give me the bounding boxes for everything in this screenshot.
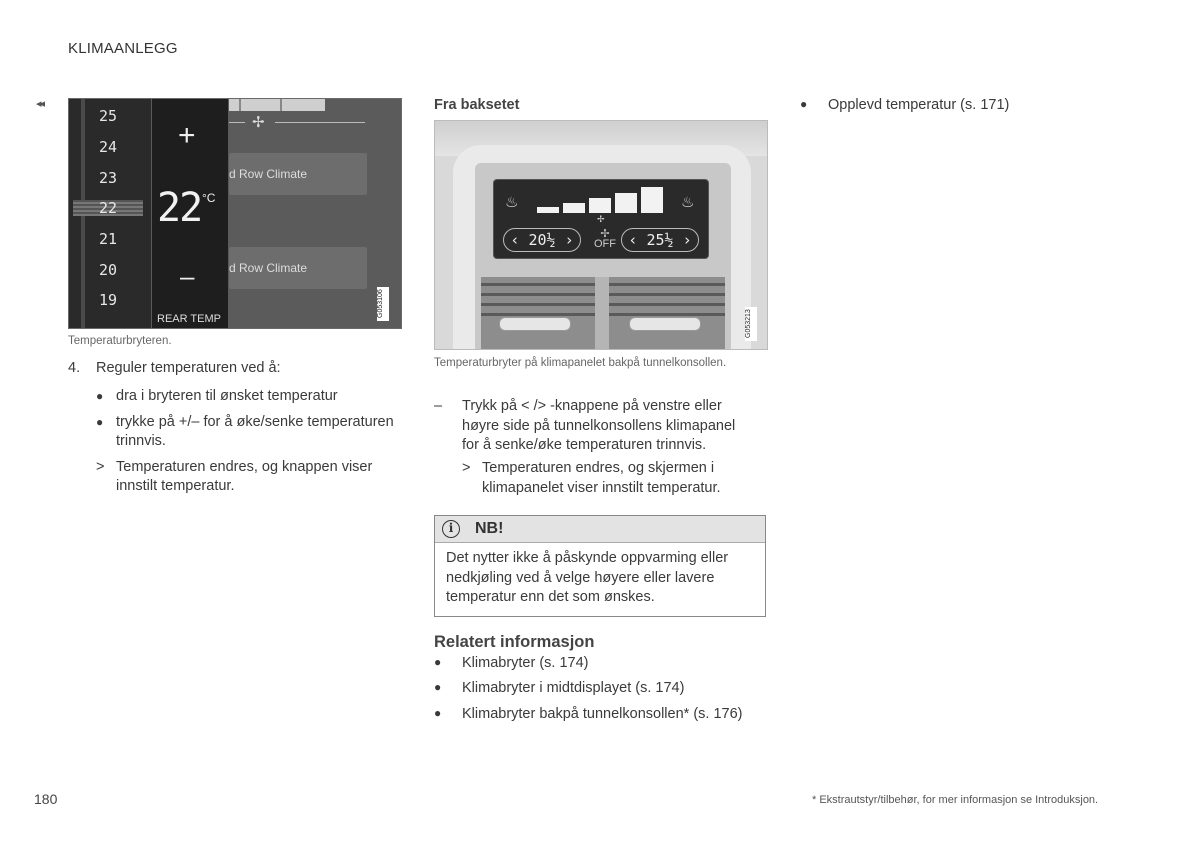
temperature-switch-figure (68, 98, 402, 329)
bullet-mark: ● (96, 415, 104, 429)
step-text: Reguler temperaturen ved å: (96, 360, 281, 376)
fan-small-icon: ✢ (597, 214, 605, 224)
fan-level-bar (641, 187, 663, 213)
seat-heater-right-icon: ♨ (681, 194, 695, 211)
result-mark: > (462, 460, 471, 476)
bullet-mark: ● (800, 97, 808, 111)
scale-value: 23 (99, 169, 118, 187)
increase-temp-button: + (178, 119, 196, 152)
result-item (96, 458, 406, 496)
list-item-text: trykke på +/– for å øke/senke temperaturen trinnvis. (116, 414, 394, 449)
related-info-heading: Relatert informasjon (434, 633, 595, 651)
figure-caption: Temperaturbryteren. (68, 335, 172, 347)
related-link-text[interactable]: Opplevd temperatur (s. 171) (828, 97, 1010, 113)
current-temperature: 22 (157, 185, 202, 231)
decrease-temp-button: – (180, 261, 195, 291)
note-box (434, 515, 766, 617)
right-temp-control: ‹ 25½ › (621, 228, 699, 252)
step-instructions-list (96, 387, 406, 503)
result-text: Temperaturen endres, og skjermen i klimapanelet viser innstilt temperatur. (482, 460, 721, 496)
fan-level-bar (589, 198, 611, 213)
bullet-mark: ● (434, 706, 442, 720)
page-header: KLIMAANLEGG (68, 40, 178, 57)
scale-value: 20 (99, 261, 118, 279)
fan-off-control (594, 229, 616, 249)
tab-divider (239, 99, 241, 111)
fan-level-bar (563, 203, 585, 213)
second-row-climate-tile: d Row Climate (229, 247, 367, 289)
figure-caption: Temperaturbryter på klimapanelet bakpå tunnelkonsollen. (434, 357, 727, 369)
vent-divider (595, 277, 609, 350)
bullet-mark: ● (96, 389, 104, 403)
rear-climate-panel-figure (434, 120, 768, 350)
related-link-text[interactable]: Klimabryter i midtdisplayet (s. 174) (462, 680, 685, 696)
vent-knob (629, 317, 701, 331)
list-item (96, 387, 406, 406)
rear-temp-label: REAR TEMP (157, 313, 221, 325)
fan-line-right (275, 122, 365, 123)
figure-code: G053213 (745, 307, 757, 341)
related-link-text[interactable]: Klimabryter (s. 174) (462, 655, 589, 671)
list-item-text: dra i bryteren til ønsket temperatur (116, 388, 338, 404)
fan-level-bar (537, 207, 559, 213)
fan-line-left (229, 122, 245, 123)
vent-knob (499, 317, 571, 331)
scale-value: 22 (99, 199, 118, 217)
result-mark: > (96, 459, 105, 475)
left-temp-control: ‹ 20½ › (503, 228, 581, 252)
seat-heater-left-icon: ♨ (505, 194, 519, 211)
fan-icon: ✢ (252, 114, 265, 131)
dash-mark: – (434, 398, 443, 414)
scale-value: 19 (99, 291, 118, 309)
tab-divider (280, 99, 282, 111)
figure-code: G053106 (377, 287, 389, 321)
note-title: NB! (475, 520, 504, 537)
page-number: 180 (34, 791, 58, 807)
step-number: 4. (68, 360, 81, 376)
screen-tabs (229, 99, 325, 111)
scale-value: 25 (99, 107, 118, 125)
note-header (435, 516, 765, 543)
bullet-mark: ● (434, 655, 442, 669)
second-row-climate-tile: d Row Climate (229, 153, 367, 195)
result-text: Temperaturen endres, og knappen viser innstilt temperatur. (116, 459, 373, 494)
instruction-text: Trykk på < /> -knappene på venstre eller høyre side på tunnelkonsollens klimapanel for å senke/øke temperaturen trinnvis. (462, 398, 736, 453)
info-icon: i (442, 520, 460, 538)
bullet-mark: ● (434, 680, 442, 694)
related-link-text[interactable]: Klimabryter bakpå tunnelkonsollen* (s. 176) (462, 706, 743, 722)
related-link[interactable] (800, 97, 1100, 117)
footnote: * Ekstrautstyr/tilbehør, for mer informasjon se Introduksjon. (812, 794, 1099, 806)
section-subheading: Fra baksetet (434, 97, 520, 113)
scale-value: 24 (99, 138, 118, 156)
note-body: Det nytter ikke å påskynde oppvarming eller nedkjøling ved å velge høyere eller lavere temperatur enn det som ønskes. (446, 550, 729, 605)
back-arrows-icon[interactable]: ◂◂ (36, 98, 44, 110)
temperature-unit: °C (202, 191, 216, 205)
fan-off-label: OFF (594, 238, 616, 250)
fan-icon: ✢ (600, 228, 610, 240)
fan-level-bar (615, 193, 637, 213)
list-item (96, 413, 406, 451)
scale-value: 21 (99, 230, 118, 248)
